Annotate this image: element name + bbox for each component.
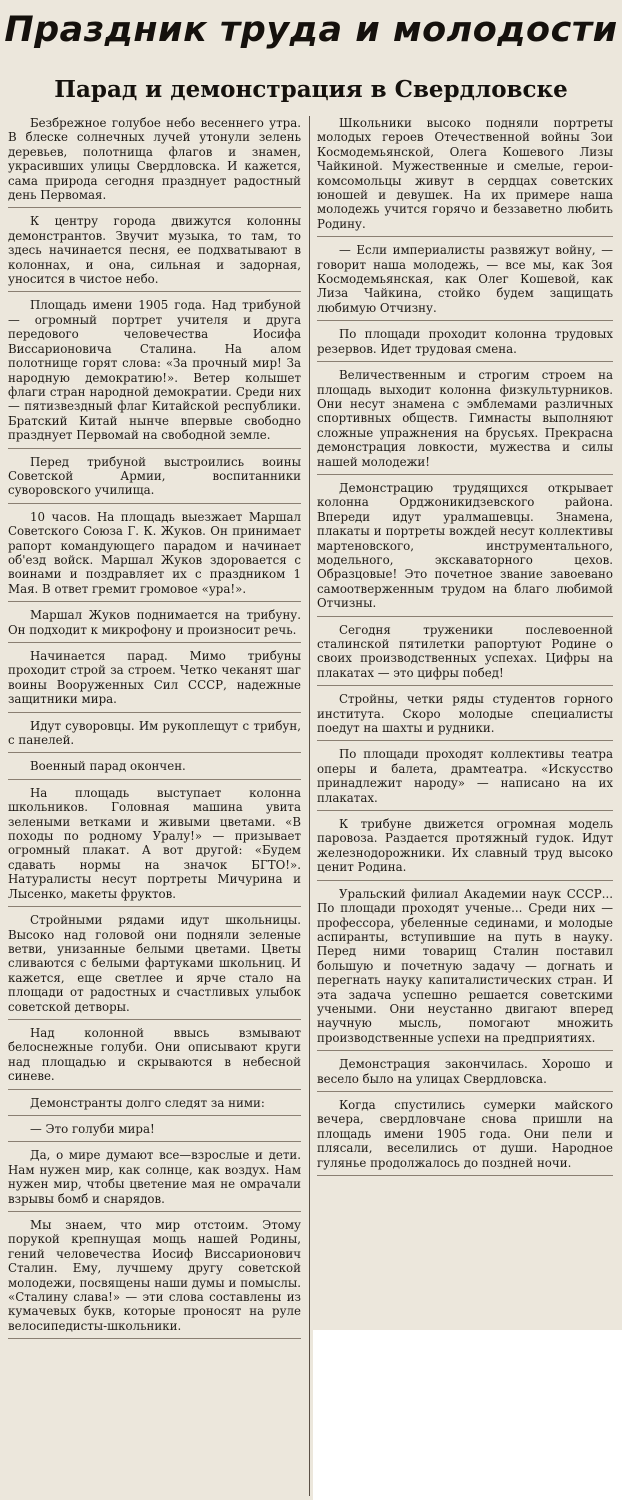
article-paragraph: Безбрежное голубое небо весеннего утра. В блеске солнечных лучей утонули зелень деревьев, полотнища флагов и знамен, украсивших улицы Свердловска. И кажется, сама природа сегодня празднует радостный день Первомая. — [8, 116, 301, 208]
article-paragraph: Стройны, четки ряды студентов горного института. Скоро молодые специалисты поедут на шахты и рудники. — [317, 692, 613, 741]
article-paragraph: Демонстранты долго следят за ними: — [8, 1096, 301, 1116]
article-paragraph: 10 часов. На площадь выезжает Маршал Советского Союза Г. К. Жуков. Он принимает рапорт командующего парадом и начинает об'езд войск. Маршал Жуков здоровается с воинами и поздравляет их с праздником 1 Мая. В ответ гремит громовое «ура!». — [8, 510, 301, 602]
article-paragraph: Идут суворовцы. Им рукоплещут с трибун, с панелей. — [8, 719, 301, 754]
left-column — [8, 116, 301, 1496]
article-paragraph: Демонстрация закончилась. Хорошо и весело было на улицах Свердловска. — [317, 1057, 613, 1092]
article-paragraph: Сегодня труженики послевоенной сталинской пятилетки рапортуют Родине о своих производственных успехах. Цифры на плакатах — это цифры побед! — [317, 623, 613, 687]
article-paragraph: К трибуне движется огромная модель паровоза. Раздается протяжный гудок. Идут железнодорожники. Их славный труд высоко ценит Родина. — [317, 817, 613, 881]
article-paragraph: Величественным и строгим строем на площадь выходит колонна физкультурников. Они несут знамена с эмблемами различных спортивных обществ. Гимнасты выполняют сложные упражнения на брусьях. Прекрасна демонстрация ловкости, мужества и силы нашей молодежи! — [317, 368, 613, 475]
article-paragraph: Демонстрацию трудящихся открывает колонна Орджоникидзевского района. Впереди идут уралмашевцы. Знамена, плакаты и портреты вождей несут коллективы мартеновского, инструментального, модельного, экскаваторного цехов. Образцовые! Это почетное звание завоевано самоотверженным трудом на благо любимой Отчизны. — [317, 481, 613, 617]
article-paragraph: Мы знаем, что мир отстоим. Этому порукой крепнущая мощь нашей Родины, гений человечества Иосиф Виссарионович Сталин. Ему, лучшему другу советской молодежи, посвящены наши думы и помыслы. «Сталину слава!» — эти слова составлены из кумачевых букв, которые проносят на руле велосипедисты-школьники. — [8, 1218, 301, 1339]
article-paragraph: На площадь выступает колонна школьников. Головная машина увита зелеными ветками и живыми цветами. «В походы по родному Уралу!» — призывает огромный плакат. А вот другой: «Будем сдавать нормы на значок БГТО!». Натуралисты несут портреты Мичурина и Лысенко, макеты фруктов. — [8, 786, 301, 907]
article-paragraph: Да, о мире думают все—взрослые и дети. Нам нужен мир, как солнце, как воздух. Нам нужен мир, чтобы цветение мая не омрачали взрывы бомб и снарядов. — [8, 1148, 301, 1212]
article-paragraph: Когда спустились сумерки майского вечера, свердловчане снова пришли на площадь имени 1905 года. Они пели и плясали, веселились от души. Народное гулянье продолжалось до поздней ночи. — [317, 1098, 613, 1176]
article-paragraph: Маршал Жуков поднимается на трибуну. Он подходит к микрофону и произносит речь. — [8, 608, 301, 643]
column-divider — [309, 116, 310, 1496]
headline: Праздник труда и молодости — [4, 10, 618, 50]
subheadline: Парад и демонстрация в Свердловске — [54, 76, 568, 103]
article-paragraph: Школьники высоко подняли портреты молодых героев Отечественной войны Зои Космодемьянской, Олега Кошевого Лизы Чайкиной. Мужественные и смелые, герои-комсомольцы живут в сердцах советских юношей и девушек. На их примере наша молодежь учится горячо и беззаветно любить Родину. — [317, 116, 613, 237]
article-paragraph: — Если империалисты развяжут войну, — говорит наша молодежь, — все мы, как Зоя Космодемьянская, как Олег Кошевой, как Лиза Чайкина, стойко будем защищать любимую Отчизну. — [317, 243, 613, 321]
article-paragraph: Уральский филиал Академии наук СССР... По площади проходят ученые... Среди них — профессора, убеленные сединами, и молодые аспиранты, вступившие на путь в науку. Перед ними товарищ Сталин поставил большую и почетную задачу — догнать и перегнать науку капиталистических стран. И эта задача успешно решается советскими учеными. Они неустанно двигают вперед научную мысль, помогают множить производственные успехи на предприятиях. — [317, 887, 613, 1051]
article-paragraph: По площади проходит колонна трудовых резервов. Идет трудовая смена. — [317, 327, 613, 362]
article-paragraph: Начинается парад. Мимо трибуны проходит строй за строем. Четко чеканят шаг воины Вооруженных Сил СССР, надежные защитники мира. — [8, 649, 301, 713]
article-paragraph: Перед трибуной выстроились воины Советской Армии, воспитанники суворовского училища. — [8, 455, 301, 504]
article-paragraph: Стройными рядами идут школьницы. Высоко над головой они подняли зеленые ветви, унизанные белыми цветами. Цветы сливаются с белыми фартуками школьниц. И кажется, еще светлее и ярче стало на площади от радостных и счастливых улыбок советской детворы. — [8, 913, 301, 1020]
blank-margin — [313, 1330, 622, 1500]
article-paragraph: По площади проходят коллективы театра оперы и балета, драмтеатра. «Искусство принадлежит народу» — написано на их плакатах. — [317, 747, 613, 811]
article-paragraph: К центру города движутся колонны демонстрантов. Звучит музыка, то там, то здесь начинается песня, ее подхватывают в колоннах, и она, сильная и задорная, уносится в чистое небо. — [8, 214, 301, 292]
article-paragraph: Над колонной ввысь взмывают белоснежные голуби. Они описывают круги над площадью и скрываются в небесной синеве. — [8, 1026, 301, 1090]
right-column — [317, 116, 613, 1326]
article-paragraph: Военный парад окончен. — [8, 759, 301, 779]
article-paragraph: Площадь имени 1905 года. Над трибуной — огромный портрет учителя и друга передового человечества Иосифа Виссарионовича Сталина. На алом полотнище горят слова: «За прочный мир! За народную демократию!». Ветер колышет флаги стран народной демократии. Среди них — пятизвездный флаг Китайской республики. Братский Китай нынче впервые свободно празднует Первомай на свободной земле. — [8, 298, 301, 448]
article-paragraph: — Это голуби мира! — [8, 1122, 301, 1142]
